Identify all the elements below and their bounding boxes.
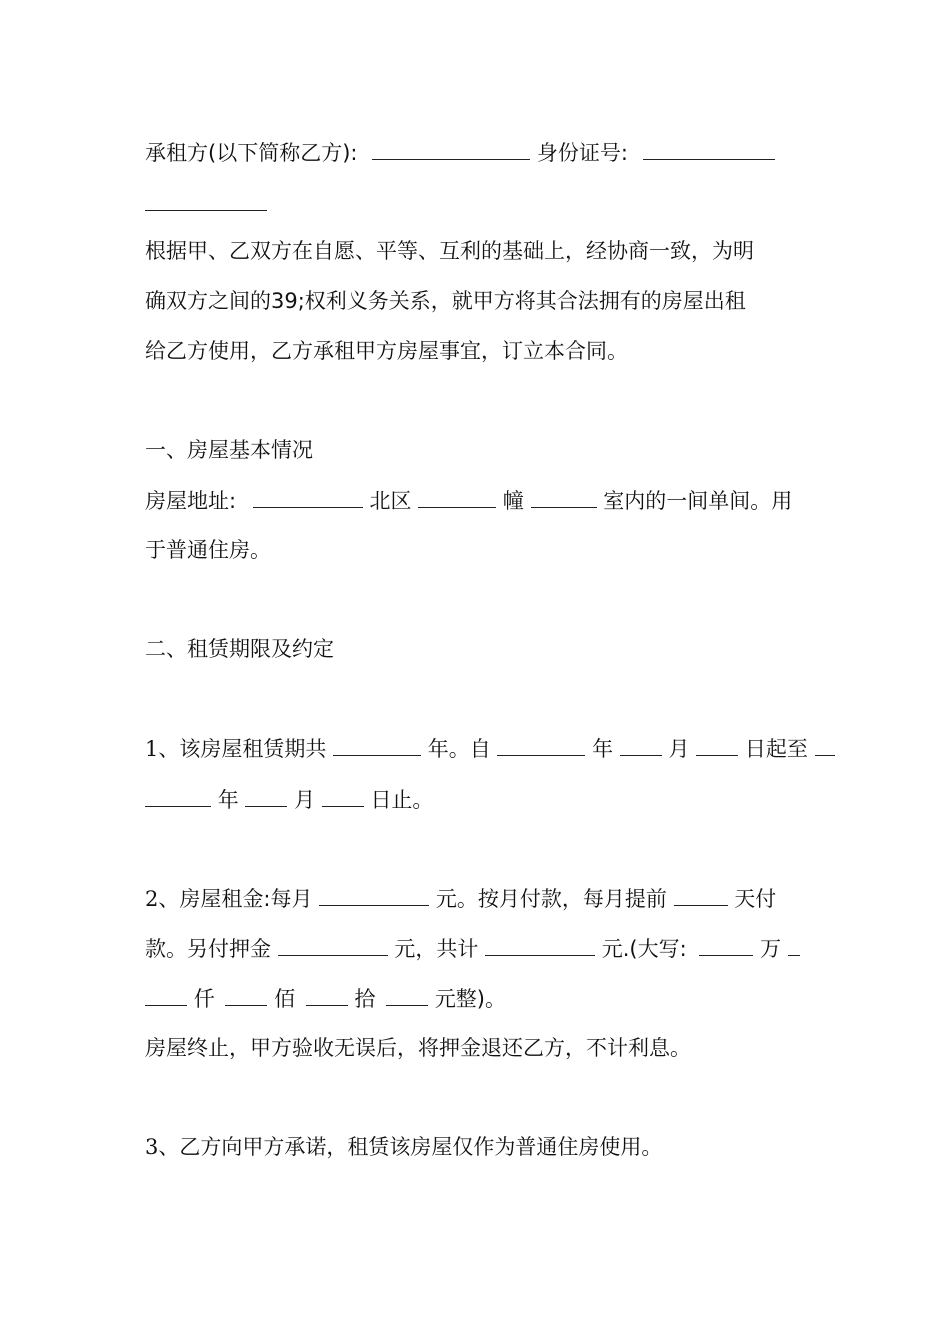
section-2-heading xyxy=(145,634,334,664)
id-number-blank-cont xyxy=(145,188,267,211)
year-label: 年 xyxy=(592,737,614,761)
clause-text: 日止。 xyxy=(370,788,434,812)
clause-text: 元.(大写: xyxy=(601,937,687,961)
lessee-label: 承租方(以下简称乙方): xyxy=(145,141,358,165)
start-month-blank xyxy=(620,733,662,756)
monthly-rent-blank xyxy=(319,883,429,906)
clause-text: 、乙方向甲方承诺，租赁该房屋仅作为普通住房使用。 xyxy=(158,1135,663,1159)
month-label: 月 xyxy=(294,788,316,812)
clause-text: 天付 xyxy=(734,887,777,911)
lessee-line xyxy=(145,137,775,167)
clause-2-line-1 xyxy=(145,883,776,913)
lessee-name-blank xyxy=(372,137,530,160)
address-line xyxy=(145,485,792,515)
clause-1-line-2 xyxy=(145,784,433,814)
term-years-blank xyxy=(333,733,421,756)
bai-label: 佰 xyxy=(274,987,296,1011)
total-blank xyxy=(485,933,595,956)
section-heading: 一、房屋基本情况 xyxy=(145,438,313,462)
clause-text: 、该房屋租赁期共 xyxy=(158,737,327,761)
clause-number: 2 xyxy=(145,887,159,911)
clause-text: 元，共计 xyxy=(394,937,479,961)
id-number-blank xyxy=(643,137,775,160)
yuan-blank xyxy=(386,983,428,1006)
month-label: 月 xyxy=(668,737,690,761)
qian-blank xyxy=(145,983,187,1006)
preamble-text: 给乙方使用，乙方承租甲方房屋事宜，订立本合同。 xyxy=(145,339,628,363)
end-year-blank xyxy=(815,733,835,756)
section-heading: 二、租赁期限及约定 xyxy=(145,637,334,661)
clause-text: 款。另付押金 xyxy=(145,937,271,961)
bai-blank xyxy=(225,983,267,1006)
clause-text: 日起至 xyxy=(744,737,808,761)
qian-blank-start xyxy=(788,933,800,956)
start-year-blank xyxy=(497,733,585,756)
advance-days-blank xyxy=(674,883,728,906)
room-blank xyxy=(531,485,597,508)
preamble-text: 确双方之间的39;权利义务关系，就甲方将其合法拥有的房屋出租 xyxy=(145,289,746,313)
end-year-blank-cont xyxy=(145,784,211,807)
north-area-label: 北区 xyxy=(369,489,412,513)
clause-text: 、房屋租金:每月 xyxy=(158,887,313,911)
room-text: 室内的一间单间。用 xyxy=(603,489,793,513)
start-day-blank xyxy=(696,733,738,756)
section-1-heading xyxy=(145,435,313,465)
preamble-line-3 xyxy=(145,336,628,366)
end-day-blank xyxy=(322,784,364,807)
clause-3-line xyxy=(145,1132,662,1162)
building-label: 幢 xyxy=(502,489,524,513)
clause-2-line-2 xyxy=(145,933,800,963)
deposit-blank xyxy=(278,933,388,956)
clause-number: 1 xyxy=(145,737,159,761)
address-label: 房屋地址: xyxy=(145,489,237,513)
address-line-2 xyxy=(145,535,271,565)
wan-label: 万 xyxy=(760,937,782,961)
refund-text: 房屋终止，甲方验收无误后，将押金退还乙方，不计利息。 xyxy=(145,1036,691,1060)
building-blank xyxy=(418,485,496,508)
usage-text: 于普通住房。 xyxy=(145,538,271,562)
clause-text: 元。按月付款，每月提前 xyxy=(435,887,667,911)
preamble-text: 根据甲、乙双方在自愿、平等、互利的基础上，经协商一致，为明 xyxy=(145,239,754,263)
wan-blank xyxy=(699,933,753,956)
id-continuation-line xyxy=(145,188,267,218)
preamble-line-1 xyxy=(145,236,754,266)
clause-text: 年。自 xyxy=(427,737,491,761)
clause-text: 元整)。 xyxy=(434,987,507,1011)
clause-1-line-1 xyxy=(145,733,835,763)
clause-number: 3 xyxy=(145,1135,159,1159)
id-label: 身份证号: xyxy=(536,141,628,165)
qian-label: 仟 xyxy=(193,987,215,1011)
preamble-line-2 xyxy=(145,286,746,316)
clause-2-line-3 xyxy=(145,983,506,1013)
end-month-blank xyxy=(245,784,287,807)
clause-2-refund xyxy=(145,1033,691,1063)
year-label: 年 xyxy=(217,788,239,812)
shi-label: 拾 xyxy=(354,987,376,1011)
address-blank xyxy=(253,485,363,508)
shi-blank xyxy=(306,983,348,1006)
